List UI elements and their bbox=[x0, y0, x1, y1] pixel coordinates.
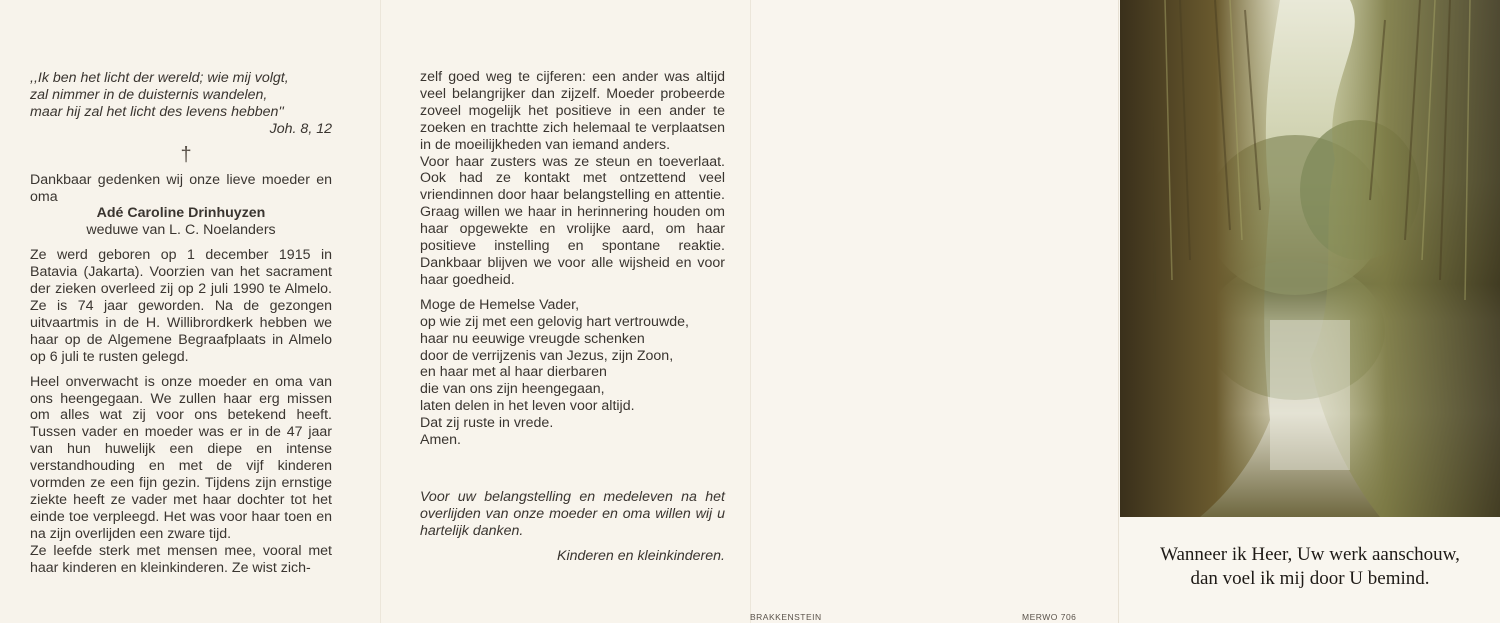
poem bbox=[1122, 543, 1498, 591]
prayer bbox=[420, 297, 725, 449]
prayer-line: laten delen in het leven voor altijd. bbox=[420, 398, 635, 415]
deceased-name: Adé Caroline Drinhuyzen bbox=[96, 205, 266, 222]
bible-quote bbox=[30, 70, 332, 121]
poem-line: dan voel ik mij door U bemind. bbox=[1190, 568, 1430, 589]
thanks-text: Voor uw belangstelling en medeleven na het overlijden van onze moeder en oma willen wij u hartelijk danken. bbox=[420, 488, 725, 539]
quote-line: ,,Ik ben het licht der wereld; wie mij volgt, bbox=[30, 70, 289, 86]
cross-icon: † bbox=[180, 143, 192, 166]
prayer-line: haar nu eeuwige vreugde schenken bbox=[420, 330, 645, 347]
quote-reference: Joh. 8, 12 bbox=[269, 120, 332, 137]
biography-paragraph: Ze werd geboren op 1 december 1915 in Batavia (Jakarta). Voorzien van het sacrament der zieken overleed zij op 2 juli 1990 te Almelo. Ze is 74 jaar geworden. Na de gezongen uitvaartmis in de H. Willibrordkerk hebben we haar op de Algemene Begraafplaats in Almelo op 6 juli te rusten gelegd. bbox=[30, 247, 332, 365]
blank-card-panel bbox=[750, 0, 1119, 623]
middle-text-column bbox=[420, 69, 725, 565]
widow-line: weduwe van L. C. Noelanders bbox=[86, 222, 276, 239]
left-text-column bbox=[30, 70, 332, 576]
prayer-line: Dat zij ruste in vrede. bbox=[420, 415, 554, 432]
prayer-line: op wie zij met een gelovig hart vertrouwde, bbox=[420, 313, 689, 330]
printer-name: BRAKKENSTEIN bbox=[750, 612, 822, 622]
tribute-paragraph-continued: Ze leefde sterk met mensen mee, vooral met haar kinderen en kleinkinderen. Ze wist zich- bbox=[30, 542, 332, 576]
prayer-line: en haar met al haar dierbaren bbox=[420, 364, 607, 381]
prayer-line: door de verrijzenis van Jezus, zijn Zoon, bbox=[420, 347, 674, 364]
intro-text: Dankbaar gedenken wij onze lieve moeder en oma bbox=[30, 171, 332, 205]
prayer-line: die van ons zijn heengegaan, bbox=[420, 381, 605, 398]
poem-line: Wanneer ik Heer, Uw werk aanschouw, bbox=[1160, 544, 1460, 565]
character-paragraph: zelf goed weg te cijferen: een ander was altijd veel belangrijker dan zijzelf. Moeder probeerde zoveel mogelijk het positieve in een ander te zoeken en trachtte zich helemaal te verplaatsen in de moeilijkheden van iemand anders. bbox=[420, 69, 725, 153]
signature: Kinderen en kleinkinderen. bbox=[557, 547, 725, 564]
tribute-paragraph: Heel onverwacht is onze moeder en oma van ons heengegaan. We zullen haar erg missen om alles wat zij voor ons betekend heeft. Tussen vader en moeder was er in de 47 jaar van hun huwelijk een diepe en intense verstandhouding en met de vijf kinderen vormden ze een fijn gezin. Tijdens zijn ernstige ziekte heeft ze vader met haar dochter tot het einde toe verpleegd. Het was voor haar toen en na zijn overlijden een zware tijd. bbox=[30, 373, 332, 542]
quote-line: zal nimmer in de duisternis wandelen, bbox=[30, 86, 268, 103]
memory-paragraph: Voor haar zusters was ze steun en toeverlaat. Ook had ze kontakt met ontzettend veel vriendinnen door haar belangstelling en attentie. Graag willen we haar in herinnering houden om haar opgewekte en vrolijke aard, om haar positieve instelling en spontane reaktie. Dankbaar blijven we voor alle wijsheid en voor haar goedheid. bbox=[420, 153, 725, 288]
prayer-line: Moge de Hemelse Vader, bbox=[420, 296, 580, 313]
quote-line: maar hij zal het licht des levens hebben'' bbox=[30, 103, 284, 120]
willow-pond-photo bbox=[1120, 0, 1500, 517]
prayer-line: Amen. bbox=[420, 432, 462, 449]
card-code: MERWO 706 bbox=[1022, 612, 1077, 622]
